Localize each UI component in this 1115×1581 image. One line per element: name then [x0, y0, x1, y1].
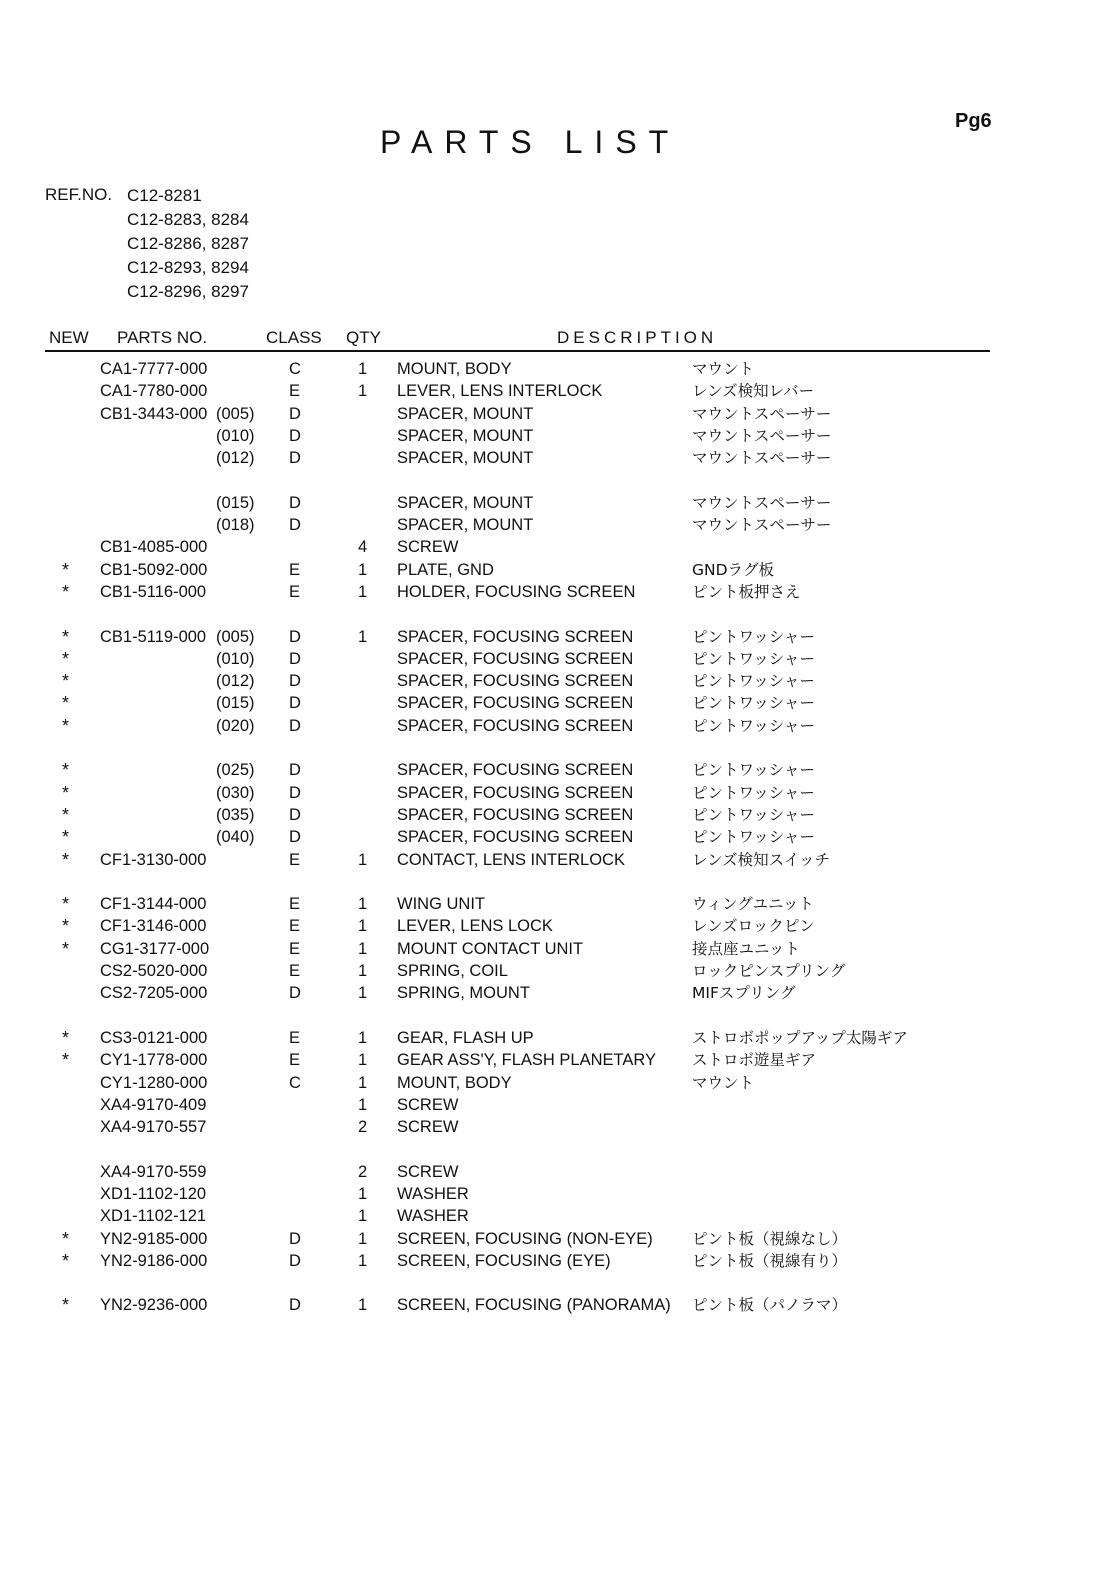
- part-suffix: (005): [216, 404, 255, 423]
- part-suffix: (040): [216, 828, 255, 847]
- part-qty: 1: [358, 1028, 368, 1047]
- part-class: D: [289, 404, 301, 423]
- part-number: YN2-9236-000: [100, 1296, 208, 1315]
- page-title: PARTS LIST: [380, 124, 681, 160]
- part-suffix: (020): [216, 716, 255, 735]
- table-row: [0, 1094, 1115, 1116]
- part-description: SPACER, FOCUSING SCREEN: [397, 828, 634, 847]
- part-qty: 1: [358, 1251, 368, 1270]
- part-qty: 1: [358, 962, 368, 981]
- group-spacer: [0, 1138, 1115, 1160]
- table-row: [0, 893, 1115, 915]
- new-marker: *: [62, 581, 70, 602]
- part-description-jp: ピントワッシャー: [692, 805, 815, 824]
- part-description: SPACER, FOCUSING SCREEN: [397, 627, 634, 646]
- part-description-jp: レンズ検知レバー: [692, 382, 815, 401]
- part-class: E: [289, 1028, 301, 1047]
- table-row: [0, 759, 1115, 781]
- table-row: [0, 581, 1115, 603]
- part-number: CB1-3443-000: [100, 404, 208, 423]
- table-row: [0, 1049, 1115, 1071]
- part-suffix: (012): [216, 672, 255, 691]
- table-header: [45, 328, 990, 352]
- part-qty: 1: [358, 582, 368, 601]
- part-description-jp: ピントワッシャー: [692, 627, 815, 646]
- table-row: [0, 960, 1115, 982]
- part-description: SPRING, MOUNT: [397, 984, 530, 1003]
- table-row: [0, 1027, 1115, 1049]
- part-number: CB1-5119-000: [100, 627, 207, 646]
- table-row: [0, 692, 1115, 714]
- part-description: SPACER, FOCUSING SCREEN: [397, 716, 634, 735]
- part-description: WASHER: [397, 1184, 469, 1203]
- part-number: CF1-3146-000: [100, 917, 207, 936]
- part-number: CG1-3177-000: [100, 939, 210, 958]
- part-description-jp: ウィングユニット: [692, 895, 814, 914]
- part-description: WING UNIT: [397, 895, 485, 914]
- part-qty: 1: [358, 382, 368, 401]
- new-marker: *: [62, 1228, 70, 1249]
- part-description: SPACER, MOUNT: [397, 516, 534, 535]
- part-description-jp: ピントワッシャー: [692, 716, 815, 735]
- part-number: CF1-3144-000: [100, 895, 207, 914]
- table-row: [0, 536, 1115, 558]
- parts-table-body: [0, 358, 1115, 1317]
- part-suffix: (018): [216, 516, 255, 535]
- part-class: D: [289, 672, 301, 691]
- table-row: [0, 559, 1115, 581]
- ref-no-label: REF.NO.: [45, 185, 113, 204]
- part-number: CB1-5116-000: [100, 582, 207, 601]
- part-qty: 1: [358, 1073, 368, 1092]
- part-description: HOLDER, FOCUSING SCREEN: [397, 582, 636, 601]
- part-description-jp: ピントワッシャー: [692, 649, 815, 668]
- part-qty: 4: [358, 538, 368, 557]
- new-marker: *: [62, 1250, 70, 1271]
- table-row: [0, 380, 1115, 402]
- part-suffix: (025): [216, 761, 255, 780]
- part-number: XD1-1102-121: [100, 1207, 207, 1226]
- part-description-jp: ピントワッシャー: [692, 694, 815, 713]
- part-suffix: (010): [216, 649, 255, 668]
- column-header-class: CLASS: [266, 328, 322, 347]
- group-spacer: [0, 737, 1115, 759]
- part-description-jp: MIFスプリング: [692, 984, 796, 1003]
- ref-no-item: C12-8286, 8287: [127, 234, 249, 253]
- part-description: SPACER, MOUNT: [397, 404, 534, 423]
- new-marker: *: [62, 648, 70, 669]
- part-description-jp: ピントワッシャー: [692, 783, 815, 802]
- ref-no-item: C12-8281: [127, 186, 202, 205]
- part-qty: 1: [358, 895, 368, 914]
- part-suffix: (030): [216, 783, 255, 802]
- table-row: [0, 403, 1115, 425]
- part-class: D: [289, 783, 301, 802]
- part-qty: 1: [358, 1207, 368, 1226]
- part-description: MOUNT, BODY: [397, 360, 512, 378]
- part-qty: 1: [358, 560, 368, 579]
- part-class: E: [289, 1051, 301, 1070]
- part-description-jp: マウントスペーサー: [692, 404, 832, 423]
- part-class: D: [289, 649, 301, 668]
- part-description: SPACER, FOCUSING SCREEN: [397, 649, 634, 668]
- part-description-jp: レンズ検知スイッチ: [692, 850, 831, 869]
- part-description-jp: ピントワッシャー: [692, 761, 815, 780]
- part-class: D: [289, 716, 301, 735]
- part-description-jp: ピント板（視線なし）: [692, 1229, 848, 1248]
- new-marker: *: [62, 760, 70, 781]
- part-class: D: [289, 694, 301, 713]
- part-qty: 1: [358, 984, 368, 1003]
- part-class: E: [289, 939, 301, 958]
- new-marker: *: [62, 827, 70, 848]
- part-description-jp: 接点座ユニット: [692, 939, 800, 958]
- part-description: SPACER, FOCUSING SCREEN: [397, 672, 634, 691]
- new-marker: *: [62, 1050, 70, 1071]
- part-description: SCREW: [397, 1095, 459, 1114]
- part-description: SCREW: [397, 538, 459, 557]
- part-description-jp: ピント板（パノラマ）: [692, 1296, 848, 1315]
- new-marker: *: [62, 849, 70, 870]
- part-class: D: [289, 426, 301, 445]
- group-spacer: [0, 1272, 1115, 1294]
- new-marker: *: [62, 938, 70, 959]
- part-description: MOUNT, BODY: [397, 1073, 512, 1092]
- new-marker: *: [62, 559, 70, 580]
- part-description-jp: マウントスペーサー: [692, 493, 832, 512]
- part-description-jp: マウントスペーサー: [692, 449, 832, 468]
- part-description-jp: ピント板押さえ: [692, 582, 801, 601]
- part-number: CY1-1280-000: [100, 1073, 208, 1092]
- part-description: PLATE, GND: [397, 560, 494, 579]
- table-row: [0, 804, 1115, 826]
- table-row: [0, 358, 1115, 380]
- part-description: GEAR, FLASH UP: [397, 1028, 534, 1047]
- ref-no-item: C12-8283, 8284: [127, 210, 249, 229]
- part-class: D: [289, 449, 301, 468]
- part-number: CY1-1778-000: [100, 1051, 208, 1070]
- part-description: SPACER, MOUNT: [397, 493, 534, 512]
- table-row: [0, 648, 1115, 670]
- part-description: GEAR ASS'Y, FLASH PLANETARY: [397, 1051, 657, 1070]
- part-class: D: [289, 493, 301, 512]
- part-description-jp: ストロボ遊星ギア: [692, 1051, 817, 1070]
- part-description-jp: ストロボポップアップ太陽ギア: [692, 1028, 908, 1047]
- table-row: [0, 938, 1115, 960]
- part-description-jp: レンズロックピン: [692, 917, 815, 936]
- part-class: C: [289, 360, 301, 378]
- part-description: SPACER, FOCUSING SCREEN: [397, 761, 634, 780]
- part-suffix: (015): [216, 694, 255, 713]
- part-description-jp: ピント板（視線有り）: [692, 1251, 848, 1270]
- part-description-jp: マウントスペーサー: [692, 516, 832, 535]
- table-row: [0, 1228, 1115, 1250]
- part-description: SPACER, MOUNT: [397, 426, 534, 445]
- part-description: LEVER, LENS LOCK: [397, 917, 553, 936]
- part-description-jp: ピントワッシャー: [692, 672, 815, 691]
- ref-no-list: [127, 185, 249, 305]
- column-header-description: DESCRIPTION: [557, 328, 718, 347]
- part-description-jp: マウント: [692, 360, 755, 378]
- part-class: D: [289, 984, 301, 1003]
- part-suffix: (012): [216, 449, 255, 468]
- part-qty: 2: [358, 1162, 368, 1181]
- table-row: [0, 849, 1115, 871]
- part-qty: 1: [358, 1095, 368, 1114]
- part-class: D: [289, 828, 301, 847]
- group-spacer: [0, 1005, 1115, 1027]
- part-description: SPACER, FOCUSING SCREEN: [397, 694, 634, 713]
- part-qty: 1: [358, 1184, 368, 1203]
- part-number: CA1-7780-000: [100, 382, 208, 401]
- new-marker: *: [62, 693, 70, 714]
- part-qty: 1: [358, 1051, 368, 1070]
- table-row: [0, 1183, 1115, 1205]
- part-qty: 2: [358, 1118, 368, 1137]
- part-number: CS2-5020-000: [100, 962, 208, 981]
- part-class: E: [289, 382, 301, 401]
- part-description: SCREW: [397, 1162, 459, 1181]
- part-number: CB1-4085-000: [100, 538, 208, 557]
- part-class: D: [289, 761, 301, 780]
- part-description: SPRING, COIL: [397, 962, 508, 981]
- column-header-parts-no: PARTS NO.: [117, 328, 208, 347]
- table-row: [0, 1116, 1115, 1138]
- part-class: E: [289, 560, 301, 579]
- part-number: CA1-7777-000: [100, 360, 208, 378]
- part-suffix: (005): [216, 627, 255, 646]
- new-marker: *: [62, 626, 70, 647]
- group-spacer: [0, 469, 1115, 491]
- part-suffix: (035): [216, 805, 255, 824]
- part-description-jp: ロックピンスプリング: [692, 962, 846, 981]
- part-class: D: [289, 516, 301, 535]
- table-row: [0, 1294, 1115, 1316]
- part-class: E: [289, 917, 301, 936]
- part-qty: 1: [358, 917, 368, 936]
- part-suffix: (010): [216, 426, 255, 445]
- part-description: SPACER, MOUNT: [397, 449, 534, 468]
- table-row: [0, 1205, 1115, 1227]
- part-class: E: [289, 582, 301, 601]
- part-qty: 1: [358, 1229, 368, 1248]
- part-number: XA4-9170-557: [100, 1118, 207, 1137]
- part-description: WASHER: [397, 1207, 469, 1226]
- part-number: CF1-3130-000: [100, 850, 207, 869]
- part-number: YN2-9185-000: [100, 1229, 208, 1248]
- part-class: D: [289, 805, 301, 824]
- part-description: LEVER, LENS INTERLOCK: [397, 382, 603, 401]
- part-suffix: (015): [216, 493, 255, 512]
- table-row: [0, 1250, 1115, 1272]
- group-spacer: [0, 871, 1115, 893]
- part-number: CS3-0121-000: [100, 1028, 208, 1047]
- ref-no-item: C12-8293, 8294: [127, 258, 249, 277]
- table-row: [0, 1161, 1115, 1183]
- table-row: [0, 1072, 1115, 1094]
- part-qty: 1: [358, 850, 368, 869]
- new-marker: *: [62, 782, 70, 803]
- page-number: Pg6: [955, 110, 992, 132]
- part-number: XD1-1102-120: [100, 1184, 207, 1203]
- part-description: SCREEN, FOCUSING (NON-EYE): [397, 1229, 653, 1248]
- part-description: SCREEN, FOCUSING (PANORAMA): [397, 1296, 671, 1315]
- part-description: MOUNT CONTACT UNIT: [397, 939, 584, 958]
- table-row: [0, 514, 1115, 536]
- table-row: [0, 915, 1115, 937]
- ref-no-item: C12-8296, 8297: [127, 282, 249, 301]
- part-class: E: [289, 850, 301, 869]
- part-description: SCREW: [397, 1118, 459, 1137]
- table-row: [0, 425, 1115, 447]
- group-spacer: [0, 603, 1115, 625]
- table-row: [0, 670, 1115, 692]
- part-description-jp: GNDラグ板: [692, 560, 775, 579]
- part-qty: 1: [358, 360, 368, 378]
- new-marker: *: [62, 804, 70, 825]
- table-row: [0, 447, 1115, 469]
- new-marker: *: [62, 1295, 70, 1316]
- part-class: C: [289, 1073, 301, 1092]
- new-marker: *: [62, 671, 70, 692]
- table-row: [0, 826, 1115, 848]
- new-marker: *: [62, 916, 70, 937]
- part-class: E: [289, 962, 301, 981]
- new-marker: *: [62, 894, 70, 915]
- part-description: SCREEN, FOCUSING (EYE): [397, 1251, 611, 1270]
- table-row: [0, 982, 1115, 1004]
- part-number: XA4-9170-409: [100, 1095, 207, 1114]
- part-number: CB1-5092-000: [100, 560, 208, 579]
- part-class: D: [289, 1229, 301, 1248]
- part-qty: 1: [358, 1296, 368, 1315]
- part-class: D: [289, 627, 301, 646]
- part-class: D: [289, 1296, 301, 1315]
- column-header-qty: QTY: [346, 328, 381, 347]
- new-marker: *: [62, 715, 70, 736]
- part-number: XA4-9170-559: [100, 1162, 207, 1181]
- part-class: E: [289, 895, 301, 914]
- part-number: YN2-9186-000: [100, 1251, 208, 1270]
- new-marker: *: [62, 1027, 70, 1048]
- part-class: D: [289, 1251, 301, 1270]
- table-row: [0, 782, 1115, 804]
- part-description-jp: ピントワッシャー: [692, 828, 815, 847]
- column-header-new: NEW: [49, 328, 89, 347]
- part-description: SPACER, FOCUSING SCREEN: [397, 805, 634, 824]
- table-row: [0, 715, 1115, 737]
- part-description-jp: マウントスペーサー: [692, 426, 832, 445]
- table-row: [0, 626, 1115, 648]
- part-qty: 1: [358, 627, 368, 646]
- table-row: [0, 492, 1115, 514]
- part-qty: 1: [358, 939, 368, 958]
- part-description: CONTACT, LENS INTERLOCK: [397, 850, 625, 869]
- part-description: SPACER, FOCUSING SCREEN: [397, 783, 634, 802]
- part-number: CS2-7205-000: [100, 984, 208, 1003]
- part-description-jp: マウント: [692, 1073, 755, 1092]
